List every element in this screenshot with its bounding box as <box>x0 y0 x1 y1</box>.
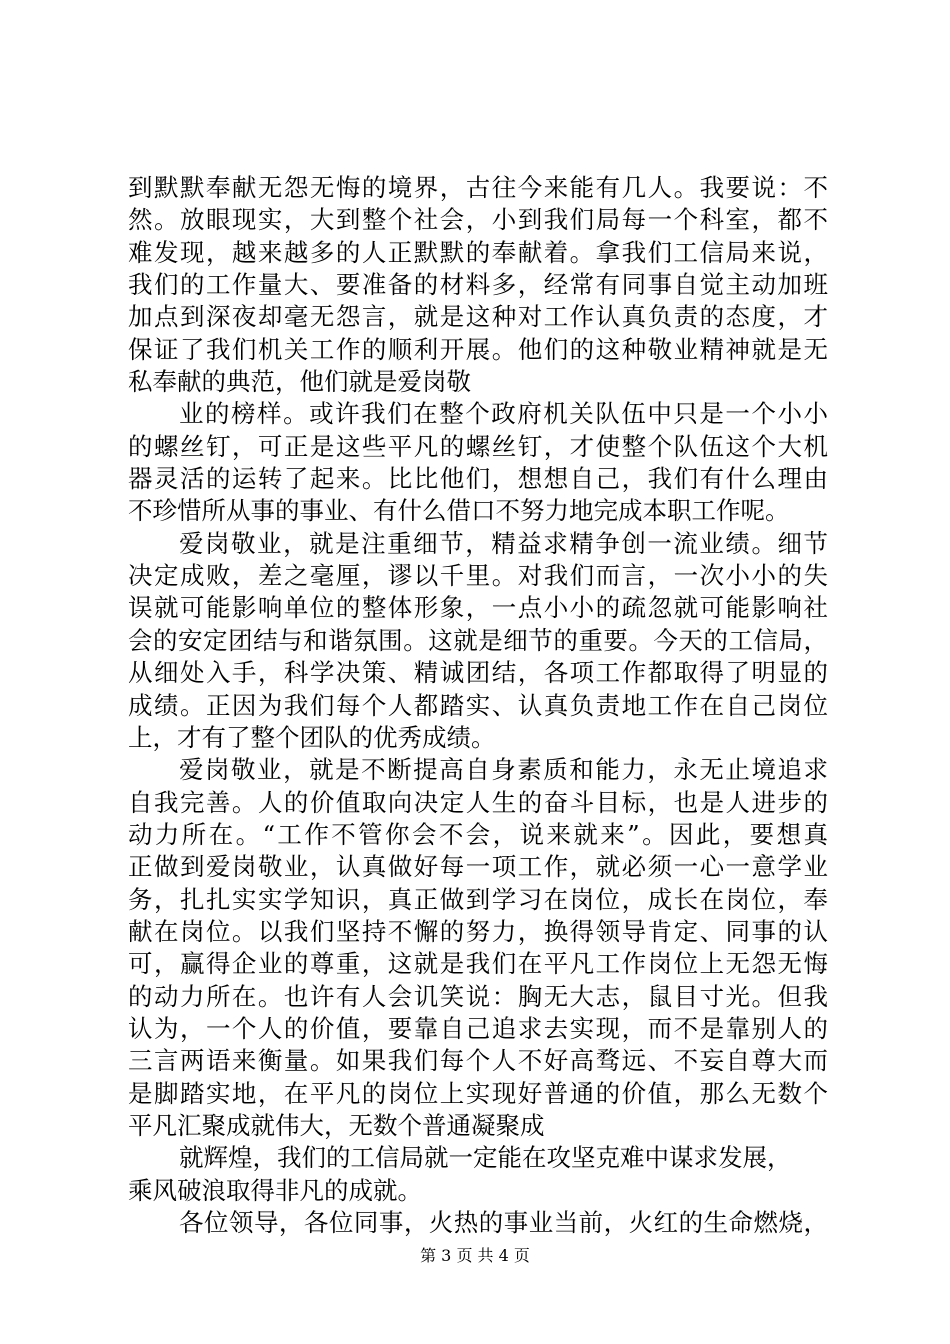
text-line: 上，才有了整个团队的优秀成绩。 <box>128 722 496 752</box>
text-line: 会的安定团结与和谐氛围。这就是细节的重要。今天的工信局， <box>128 625 828 655</box>
text-line: 不珍惜所从事的事业、有什么借口不努力地完成本职工作呢。 <box>128 496 790 526</box>
text-line: 是脚踏实地，在平凡的岗位上实现好普通的价值，那么无数个 <box>128 1078 828 1108</box>
text-line: 的动力所在。也许有人会讥笑说：胸无大志，鼠目寸光。但我 <box>128 981 828 1011</box>
text-line: 的螺丝钉，可正是这些平凡的螺丝钉，才使整个队伍这个大机 <box>128 431 828 461</box>
document-body <box>128 172 828 1239</box>
text-line: 从细处入手，科学决策、精诚团结，各项工作都取得了明显的 <box>128 658 828 688</box>
text-line: 动力所在。“工作不管你会不会，说来就来”。因此，要想真 <box>128 819 828 849</box>
text-line: 正做到爱岗敬业，认真做好每一项工作，就必须一心一意学业 <box>128 852 828 882</box>
text-line: 三言两语来衡量。如果我们每个人不好高骛远、不妄自尊大而 <box>128 1046 828 1076</box>
text-line: 平凡汇聚成就伟大，无数个普通凝聚成 <box>128 1110 545 1140</box>
text-line: 可，赢得企业的尊重，这就是我们在平凡工作岗位上无怨无悔 <box>128 949 828 979</box>
text-line: 乘风破浪取得非凡的成就。 <box>128 1175 422 1205</box>
text-line: 加点到深夜却毫无怨言，就是这种对工作认真负责的态度，才 <box>128 302 828 332</box>
text-line: 献在岗位。以我们坚持不懈的努力，换得领导肯定、同事的认 <box>128 916 828 946</box>
text-line: 难发现，越来越多的人正默默的奉献着。拿我们工信局来说， <box>128 237 828 267</box>
text-line: 爱岗敬业，就是注重细节，精益求精争创一流业绩。细节 <box>179 528 828 558</box>
text-line: 爱岗敬业，就是不断提高自身素质和能力，永无止境追求 <box>179 755 828 785</box>
text-line: 认为，一个人的价值，要靠自己追求去实现，而不是靠别人的 <box>128 1013 828 1043</box>
text-line: 各位领导，各位同事，火热的事业当前，火红的生命燃烧， <box>179 1208 828 1237</box>
text-line: 然。放眼现实，大到整个社会，小到我们局每一个科室，都不 <box>128 205 828 235</box>
text-line: 自我完善。人的价值取向决定人生的奋斗目标，也是人进步的 <box>128 787 828 817</box>
text-line: 务，扎扎实实学知识，真正做到学习在岗位，成长在岗位，奉 <box>128 884 828 914</box>
text-line: 保证了我们机关工作的顺利开展。他们的这种敬业精神就是无 <box>128 334 828 364</box>
text-line: 到默默奉献无怨无悔的境界，古往今来能有几人。我要说：不 <box>128 173 828 202</box>
text-line: 成绩。正因为我们每个人都踏实、认真负责地工作在自己岗位 <box>128 690 828 720</box>
text-line: 误就可能影响单位的整体形象，一点小小的疏忽就可能影响社 <box>128 593 828 623</box>
text-line: 决定成败，差之毫厘，谬以千里。对我们而言，一次小小的失 <box>128 561 828 591</box>
page-number: 第 3 页 共 4 页 <box>420 1246 530 1265</box>
text-line: 我们的工作量大、要准备的材料多，经常有同事自觉主动加班 <box>128 270 828 300</box>
text-line: 私奉献的典范，他们就是爱岗敬 <box>128 367 471 397</box>
text-line: 器灵活的运转了起来。比比他们，想想自己，我们有什么理由 <box>128 464 828 494</box>
text-line: 业的榜样。或许我们在整个政府机关队伍中只是一个小小 <box>179 399 828 429</box>
text-line: 就辉煌，我们的工信局就一定能在攻坚克难中谋求发展， <box>179 1143 792 1173</box>
